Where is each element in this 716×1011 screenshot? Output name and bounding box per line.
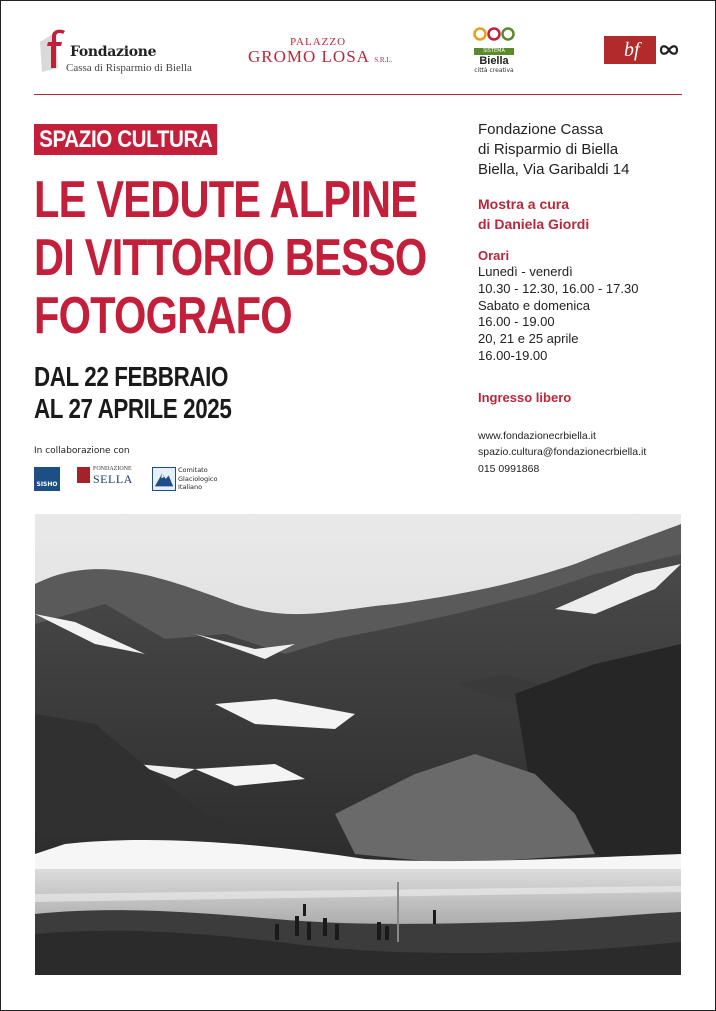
infinity-icon-box <box>656 36 682 64</box>
sisho-logo: SISHO <box>34 467 60 491</box>
curator-line-1: Mostra a cura <box>478 196 570 212</box>
exhibition-dates <box>34 361 370 425</box>
date-line-1: DAL 22 FEBBRAIO <box>34 361 228 392</box>
biella-logo-band: SISTEMA <box>474 48 514 55</box>
sella-logo-top: FONDAZIONE <box>93 466 132 472</box>
cgi-line-1: Comitato <box>178 466 208 474</box>
venue-address <box>478 120 688 180</box>
curator-line-2: di Daniela Giordi <box>478 216 590 232</box>
collaboration-block <box>34 446 254 497</box>
date-line-2: AL 27 APRILE 2025 <box>34 393 232 424</box>
infinity-icon <box>658 43 680 57</box>
fondazione-logo-name: Fondazione <box>70 44 157 60</box>
biella-logo-subtitle: città creativa <box>474 67 514 74</box>
info-column <box>478 120 688 477</box>
cgi-logo-text <box>178 466 217 492</box>
hours-line-5: 20, 21 e 25 aprile <box>478 331 579 347</box>
biella-citta-creativa-logo <box>468 26 520 80</box>
hours-heading: Orari <box>478 248 510 263</box>
hours-line-1: Lunedì - venerdì <box>478 264 573 279</box>
alpine-lake-photograph <box>35 514 681 975</box>
palazzo-logo-main <box>248 47 393 69</box>
venue-line-3: Biella, Via Garibaldi 14 <box>478 161 630 178</box>
venue-line-1: Fondazione Cassa <box>478 121 604 138</box>
phone-number: 015 0991868 <box>478 462 540 475</box>
fondazione-logo-subtitle: Cassa di Risparmio di Biella <box>66 62 192 74</box>
title-line-1: LE VEDUTE ALPINE <box>34 171 418 229</box>
fondazione-logo <box>34 26 192 78</box>
hours-line-6: 16.00-19.00 <box>478 347 548 363</box>
section-tag: SPAZIO CULTURA <box>34 124 218 155</box>
fondazione-f-logo-icon <box>38 28 68 72</box>
hours-line-4: 16.00 - 19.00 <box>478 314 555 330</box>
sella-logo-name: SELLA <box>93 472 133 486</box>
palazzo-logo-name: GROMO LOSA <box>248 47 369 66</box>
entry-info: Ingresso libero <box>478 389 572 405</box>
glacier-icon <box>152 467 176 491</box>
venue-line-2: di Risparmio di Biella <box>478 141 619 158</box>
hours-line-3: Sabato e domenica <box>478 297 591 313</box>
fondazione-sella-logo <box>77 465 137 493</box>
header-divider <box>34 94 682 95</box>
title-line-2: DI VITTORIO BESSO <box>34 229 427 287</box>
cgi-line-2: Glaciologico <box>178 474 218 483</box>
title-line-3: FOTOGRAFO <box>34 287 292 345</box>
exhibition-title <box>34 171 427 345</box>
curator-credit <box>478 194 688 234</box>
comitato-glaciologico-logo <box>152 465 232 495</box>
bf-logo-text: bf <box>624 38 640 61</box>
website-link[interactable]: www.fondazionecrbiella.it <box>478 429 596 442</box>
sella-shield-icon <box>77 467 90 483</box>
biella-rings-icon <box>472 26 516 42</box>
bf-logo <box>604 36 682 64</box>
hours-line-2: 10.30 - 12.30, 16.00 - 17.30 <box>478 280 639 296</box>
alpine-lake-photo-image <box>35 514 681 975</box>
contacts-block <box>478 428 688 478</box>
collaboration-logos <box>34 465 254 497</box>
opening-hours <box>478 264 688 365</box>
cgi-line-3: Italiano <box>178 483 203 491</box>
header-logos <box>34 24 682 84</box>
title-block <box>34 124 454 425</box>
biella-logo-name: Biella <box>479 55 509 67</box>
email-link[interactable]: spazio.cultura@fondazionecrbiella.it <box>478 446 647 459</box>
collaboration-label: In collaborazione con <box>34 446 130 456</box>
palazzo-logo-top: PALAZZO <box>289 36 347 48</box>
palazzo-logo-suffix: S.R.L. <box>374 56 393 64</box>
palazzo-gromo-losa-logo <box>248 36 393 76</box>
